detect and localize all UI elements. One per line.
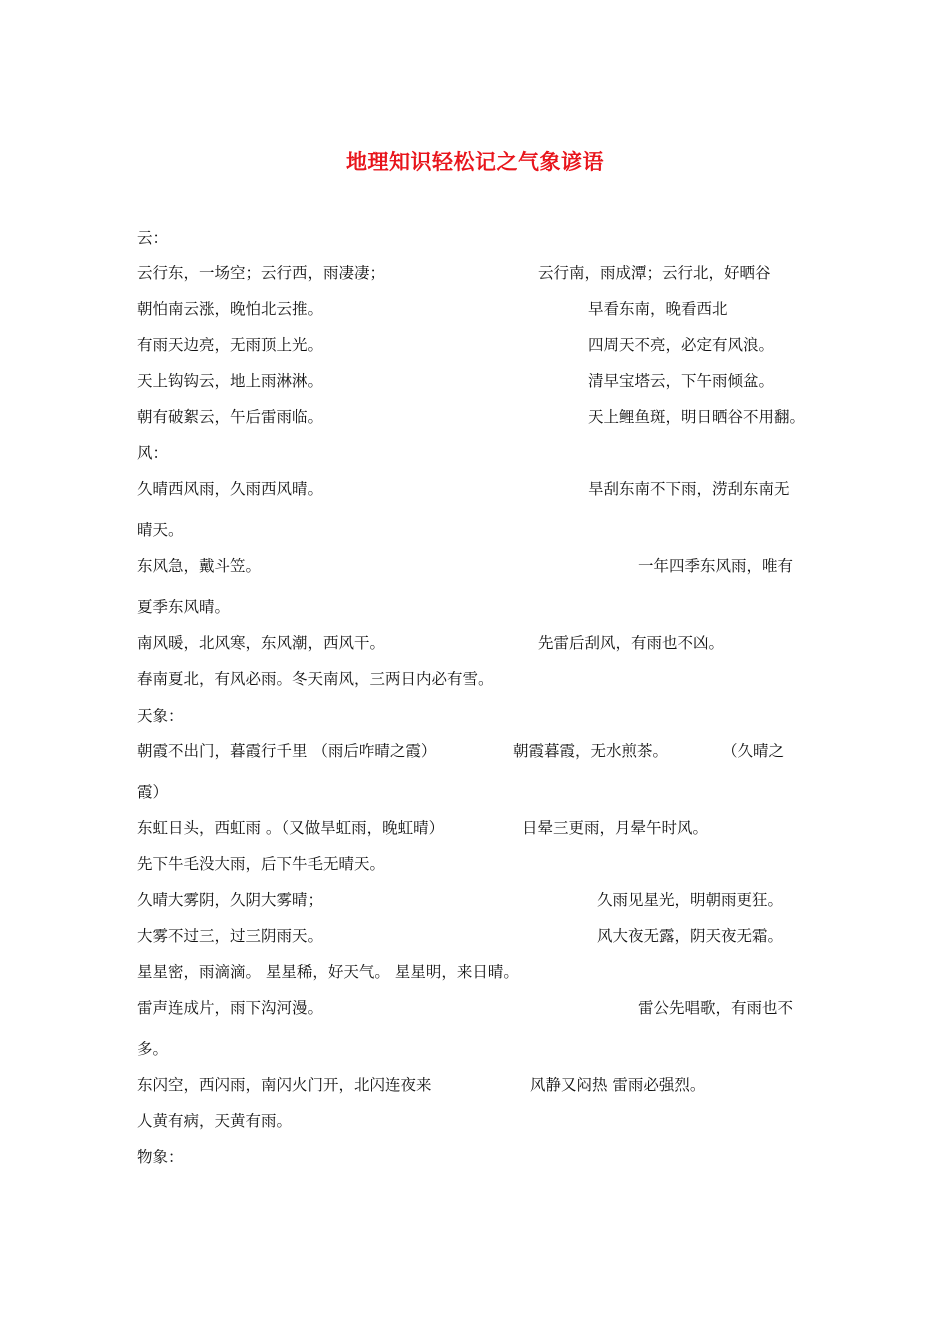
proverb-line-left: 朝霞不出门，暮霞行千里 （雨后咋晴之霞） xyxy=(137,742,437,760)
proverb-line-left: 天上钩钩云，地上雨淋淋。 xyxy=(137,372,324,390)
proverb-line-right: 旱刮东南不下雨，涝刮东南无 xyxy=(588,480,790,498)
proverb-line-right: 风静又闷热 雷雨必强烈。 xyxy=(530,1076,706,1094)
proverb-line-right: 天上鲤鱼斑，明日晒谷不用翻。 xyxy=(588,408,806,426)
proverb-line-full: 星星密，雨滴滴。 星星稀，好天气。 星星明，来日晴。 xyxy=(137,963,519,981)
proverb-line-left: 南风暖，北风寒，东风潮，西风干。 xyxy=(137,634,386,652)
proverb-line-left: 久晴西风雨，久雨西风晴。 xyxy=(137,480,324,498)
proverb-line-right: 日晕三更雨，月晕午时风。 xyxy=(522,819,709,837)
proverb-line-right: 早看东南，晚看西北 xyxy=(588,300,728,318)
proverb-line-left: 东闪空，西闪雨，南闪火门开，北闪连夜来 xyxy=(137,1076,432,1094)
proverb-line-right: 四周天不亮，必定有风浪。 xyxy=(588,336,775,354)
proverb-line-right: 云行南，雨成潭；云行北，好晒谷 xyxy=(538,264,771,282)
proverb-line-right: 久雨见星光，明朝雨更狂。 xyxy=(597,891,784,909)
section-heading-sky: 天象： xyxy=(137,707,184,725)
proverb-line-right: （久晴之 xyxy=(722,742,785,760)
proverb-line-left: 大雾不过三，过三阴雨天。 xyxy=(137,927,324,945)
proverb-line-full: 春南夏北，有风必雨。冬天南风，三两日内必有雪。 xyxy=(137,670,494,688)
proverb-line-right: 雷公先唱歌，有雨也不 xyxy=(638,999,794,1017)
proverb-line-right: 清早宝塔云，下午雨倾盆。 xyxy=(588,372,775,390)
proverb-line-left: 朝怕南云涨，晚怕北云推。 xyxy=(137,300,324,318)
proverb-line-middle: 朝霞暮霞，无水煎茶。 xyxy=(513,742,669,760)
proverb-line-full: 先下牛毛没大雨，后下牛毛无晴天。 xyxy=(137,855,386,873)
proverb-line-left: 东虹日头，西虹雨 。（又做旱虹雨，晚虹晴） xyxy=(137,819,445,837)
proverb-line-left: 东风急，戴斗笠。 xyxy=(137,557,262,575)
proverb-line-left: 雷声连成片，雨下沟河漫。 xyxy=(137,999,324,1017)
proverb-line-right: 风大夜无露，阴天夜无霜。 xyxy=(597,927,784,945)
proverb-line-right: 先雷后刮风，有雨也不凶。 xyxy=(538,634,725,652)
proverb-line-left: 久晴大雾阴，久阴大雾晴； xyxy=(137,891,324,909)
proverb-line-right: 一年四季东风雨，唯有 xyxy=(638,557,794,575)
section-heading-wind: 风： xyxy=(137,444,169,462)
proverb-line-left: 有雨天边亮，无雨顶上光。 xyxy=(137,336,324,354)
page-title: 地理知识轻松记之气象谚语 xyxy=(346,149,604,174)
section-heading-phenomena: 物象： xyxy=(137,1148,184,1166)
proverb-line-continuation: 霞） xyxy=(137,783,169,801)
proverb-line-left: 朝有破絮云，午后雷雨临。 xyxy=(137,408,324,426)
proverb-line-continuation: 夏季东风晴。 xyxy=(137,598,231,616)
proverb-line-continuation: 晴天。 xyxy=(137,521,184,539)
proverb-line-left: 云行东，一场空；云行西，雨凄凄； xyxy=(137,264,386,282)
proverb-line-full: 人黄有病，天黄有雨。 xyxy=(137,1112,293,1130)
proverb-line-continuation: 多。 xyxy=(137,1040,169,1058)
section-heading-cloud: 云： xyxy=(137,229,169,247)
